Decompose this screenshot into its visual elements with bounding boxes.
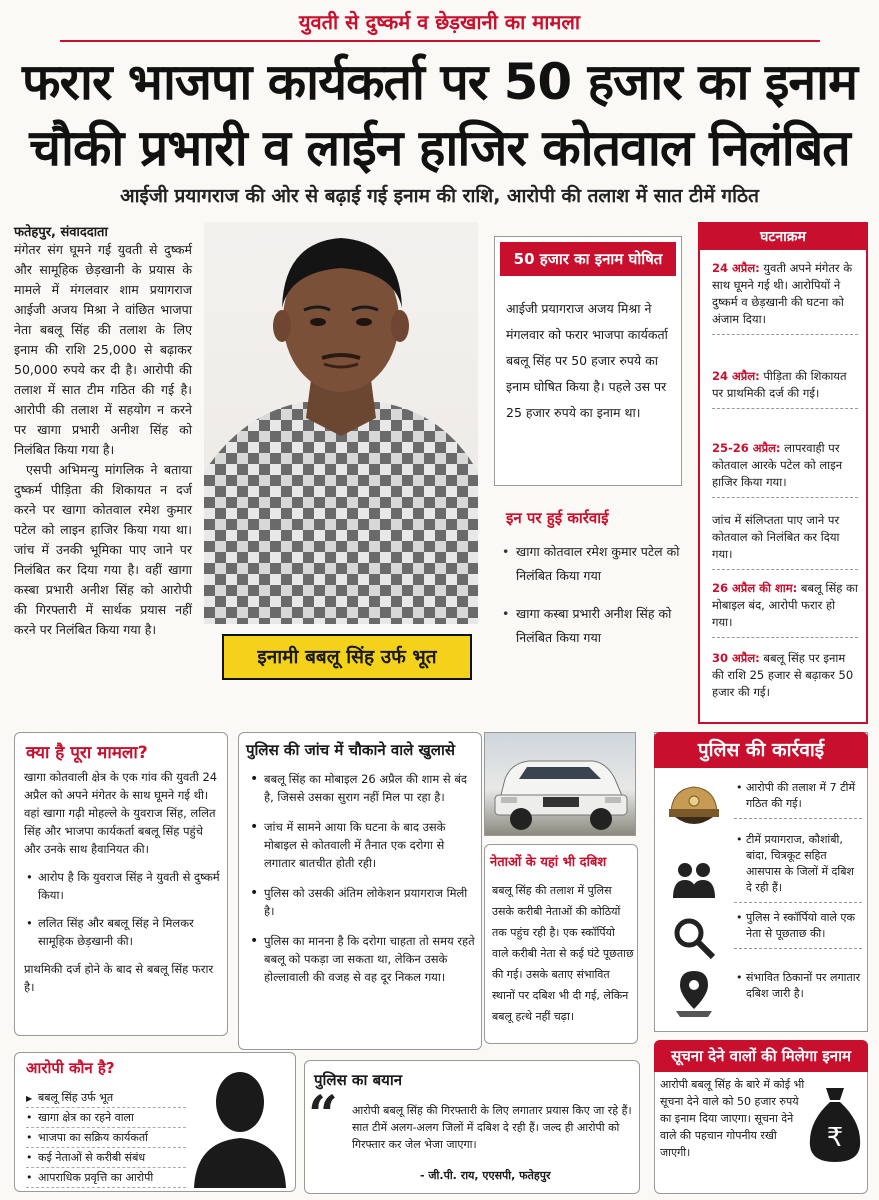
timeline-text: जांच में संलिप्तता पाए जाने पर कोतवाल को निलंबित कर दिया गया। — [712, 513, 840, 561]
police-findings-list — [248, 770, 476, 998]
kicker-tag: युवती से दुष्कर्म व छेड़खानी का मामला — [298, 10, 581, 34]
timeline-item — [712, 512, 858, 570]
subheadline: आईजी प्रयागराज की ओर से बढ़ाई गई इनाम की राशि, आरोपी की तलाश में सात टीमें गठित — [120, 185, 759, 207]
main-story-para-1: मंगेतर संग घूमने गई युवती से दुष्कर्म और सामूहिक छेड़खानी के प्रयास के मामले में मंगलवार शाम प्रयागराज आईजी अजय मिश्रा ने वांछित भाजपा नेता बबलू सिंह की तलाश के लिए इनाम की राशि 25,000 से बढ़ाकर 50,000 रुपये कर दी है। आरोपी की तलाश में सात टीम गठित की गई है। आरोपी की तलाश में सहयोग न करने पर खागा प्रभारी अनीश सिंह को निलंबित किया गया है। — [14, 242, 192, 457]
main-story-para-2: एसपी अभिमन्यु मांगलिक ने बताया दुष्कर्म पीड़िता की शिकायत न दर्ज करने पर खागा कोतवाल रमेश कुमार पटेल को लाइन हाजिर किया गया था। जांच में उनकी भूमिका पाए जाने पर निलंबित कर दिया गया है। वहीं खागा कस्बा प्रभारी अनीश सिंह को आरोपी की गिरफ्तारी में सार्थक प्रयास नहीं करने पर निलंबित किया गया है। — [14, 462, 192, 637]
list-item: • खागा कोतवाल रमेश कुमार पटेल को निलंबित किया गया — [500, 540, 684, 588]
police-action-item: • आरोपी की तलाश में 7 टीमें गठित की गई। — [734, 776, 862, 819]
leaders-raid-title: नेताओं के यहां भी दबिश — [490, 855, 607, 870]
suv-illustration — [485, 733, 637, 837]
suv-photo — [484, 732, 636, 836]
timeline-date: 24 अप्रैल: — [712, 369, 760, 383]
accused-title: आरोपी कौन है? — [26, 1059, 115, 1077]
case-summary-points — [24, 868, 220, 950]
police-action-item: • टीमें प्रयागराज, कौशांबी, बांदा, चित्रकूट सहित आसपास के जिलों में दबिश दे रही हैं। — [734, 828, 862, 903]
timeline-date: 26 अप्रैल की शाम: — [712, 581, 798, 595]
accused-photo — [204, 222, 478, 624]
silhouette-icon — [190, 1062, 290, 1188]
action-taken-title: इन पर हुई कार्रवाई — [506, 509, 609, 527]
list-item: • आरोप है कि युवराज सिंह ने युवती से दुष्कर्म किया। — [24, 868, 220, 904]
timeline-text: बबलू सिंह पर इनाम की राशि 25 हजार से बढ़ाकर 50 हजार की गई। — [712, 651, 854, 699]
list-item: • खागा कस्बा प्रभारी अनीश सिंह को निलंबित किया गया — [500, 602, 684, 650]
list-item: • पुलिस का मानना है कि दरोगा चाहता तो समय रहते बबलू को पकड़ा जा सकता था, लेकिन उसके होल्लावाली की वजह से वह दूर निकल गया। — [248, 932, 476, 986]
statement-text: आरोपी बबलू सिंह की गिरफ्तारी के लिए लगातार प्रयास किए जा रहे हैं। सात टीमें अलग-अलग जिलों में दबिश दे रही हैं। जल्द ही आरोपी को गिरफ्तार कर जेल भेजा जाएगा। — [352, 1104, 632, 1151]
list-item: • बबलू सिंह का मोबाइल 26 अप्रैल की शाम से बंद है, जिससे उसका सुराग नहीं मिल पा रहा है। — [248, 770, 476, 806]
timeline-item — [712, 580, 858, 638]
list-item: • कई नेताओं से करीबी संबंध — [26, 1148, 186, 1168]
headline-line-2: चौकी प्रभारी व लाईन हाजिर कोतवाल निलंबित — [29, 119, 850, 177]
action-taken-list — [500, 540, 684, 664]
team-icon — [662, 848, 726, 912]
portrait-illustration — [204, 222, 478, 624]
timeline-item — [712, 368, 858, 409]
location-icon — [662, 960, 726, 1024]
timeline-text: लापरवाही पर कोतवाल आरके पटेल को लाइन हाजिर किया गया। — [712, 441, 843, 489]
main-story — [14, 240, 192, 640]
timeline-text: युवती अपने मंगेतर के साथ घूमने गई थी। आरोपियों ने दुष्कर्म व छेड़खानी की घटना को अंजाम दिया। — [712, 261, 853, 326]
reward-box-text: आईजी प्रयागराज अजय मिश्रा ने मंगलवार को फरार भाजपा कार्यकर्ता बबलू सिंह पर 50 हजार रुपये का इनाम घोषित किया है। पहले उस पर 25 हजार रुपये का इनाम था। — [506, 301, 668, 420]
dateline: फतेहपुर, संवाददाता — [14, 225, 108, 240]
list-item: • जांच में सामने आया कि घटना के बाद उसके मोबाइल से कोतवाली में तैनात एक दरोगा से लगातार बातचीत होती रही। — [248, 818, 476, 872]
informer-reward-text: आरोपी बबलू सिंह के बारे में कोई भी सूचना देने वाले को 50 हजार रुपये का इनाम दिया जाएगा। सूचना देने वाले की पहचान गोपनीय रखी जाएगी। — [660, 1078, 805, 1159]
police-action-item: • पुलिस ने स्कॉर्पियो वाले एक नेता से पूछताछ की। — [734, 906, 862, 949]
police-action-title: पुलिस की कार्रवाई — [654, 732, 868, 768]
headline-line-1: फरार भाजपा कार्यकर्ता पर 50 हजार का इनाम — [22, 53, 857, 111]
list-item: • ललित सिंह और बबलू सिंह ने मिलकर सामूहिक छेड़खानी की। — [24, 914, 220, 950]
police-findings-title: पुलिस की जांच में चौकाने वाले खुलासे — [246, 741, 455, 759]
statement-signature: - जी.पी. राय, एएसपी, फतेहपुर — [420, 1169, 551, 1182]
timeline-item — [712, 260, 858, 335]
list-item: • खागा क्षेत्र का रहने वाला — [26, 1108, 186, 1128]
statement-title: पुलिस का बयान — [314, 1071, 403, 1089]
timeline-text: बबलू सिंह का मोबाइल बंद, आरोपी फरार हो गया। — [712, 581, 858, 629]
case-summary-title: क्या है पूरा मामला? — [26, 743, 148, 763]
police-cap-icon — [662, 776, 726, 840]
timeline-title: घटनाक्रम — [700, 224, 866, 250]
photo-caption: इनामी बबलू सिंह उर्फ भूत — [222, 634, 472, 680]
police-action-item: • संभावित ठिकानों पर लगातार दबिश जारी है। — [734, 966, 862, 1008]
money-bag-icon — [806, 1082, 864, 1166]
timeline-date: 25-26 अप्रैल: — [712, 441, 781, 455]
timeline-item — [712, 440, 858, 498]
timeline-date: 24 अप्रैल: — [712, 261, 760, 275]
kicker-divider — [60, 40, 820, 42]
rupee-symbol: ₹ — [826, 1123, 844, 1153]
timeline-text: पीड़िता की शिकायत पर प्राथमिकी दर्ज की गई। — [712, 369, 847, 400]
timeline-date: 30 अप्रैल: — [712, 651, 760, 665]
list-item: ▶ बबलू सिंह उर्फ भूत — [26, 1088, 186, 1108]
timeline-item — [712, 650, 858, 707]
quote-icon: “ — [308, 1085, 338, 1146]
reward-box-title: 50 हजार का इनाम घोषित — [500, 242, 676, 276]
case-summary-body — [24, 768, 220, 996]
case-summary-intro: खागा कोतवाली क्षेत्र के एक गांव की युवती 24 अप्रैल को अपने मंगेतर के साथ घूमने गई थी। वहां खागा गढ़ी मोहल्ले के युवराज सिंह, ललित सिंह और भाजपा कार्यकर्ता बबलू सिंह पहुंचे और उनके साथ हैवानियत की। — [24, 770, 218, 856]
list-item: • पुलिस को उसकी अंतिम लोकेशन प्रयागराज मिली है। — [248, 884, 476, 920]
accused-list — [26, 1088, 186, 1188]
case-summary-outro: प्राथमिकी दर्ज होने के बाद से बबलू सिंह फरार है। — [24, 962, 214, 994]
list-item: • आपराधिक प्रवृत्ति का आरोपी — [26, 1168, 186, 1188]
informer-reward-title: सूचना देने वालों की मिलेगा इनाम — [654, 1040, 868, 1072]
leaders-raid-text: बबलू सिंह की तलाश में पुलिस उसके करीबी नेताओं की कोठियों तक पहुंच रही है। एक स्कॉर्पियो वाले करीबी नेता से कई घंटे पूछताछ की गई। उसके बताए संभावित स्थानों पर दबिश भी दी गई, लेकिन बबलू हत्थे नहीं चढ़ा। — [492, 884, 634, 1023]
list-item: • भाजपा का सक्रिय कार्यकर्ता — [26, 1128, 186, 1148]
